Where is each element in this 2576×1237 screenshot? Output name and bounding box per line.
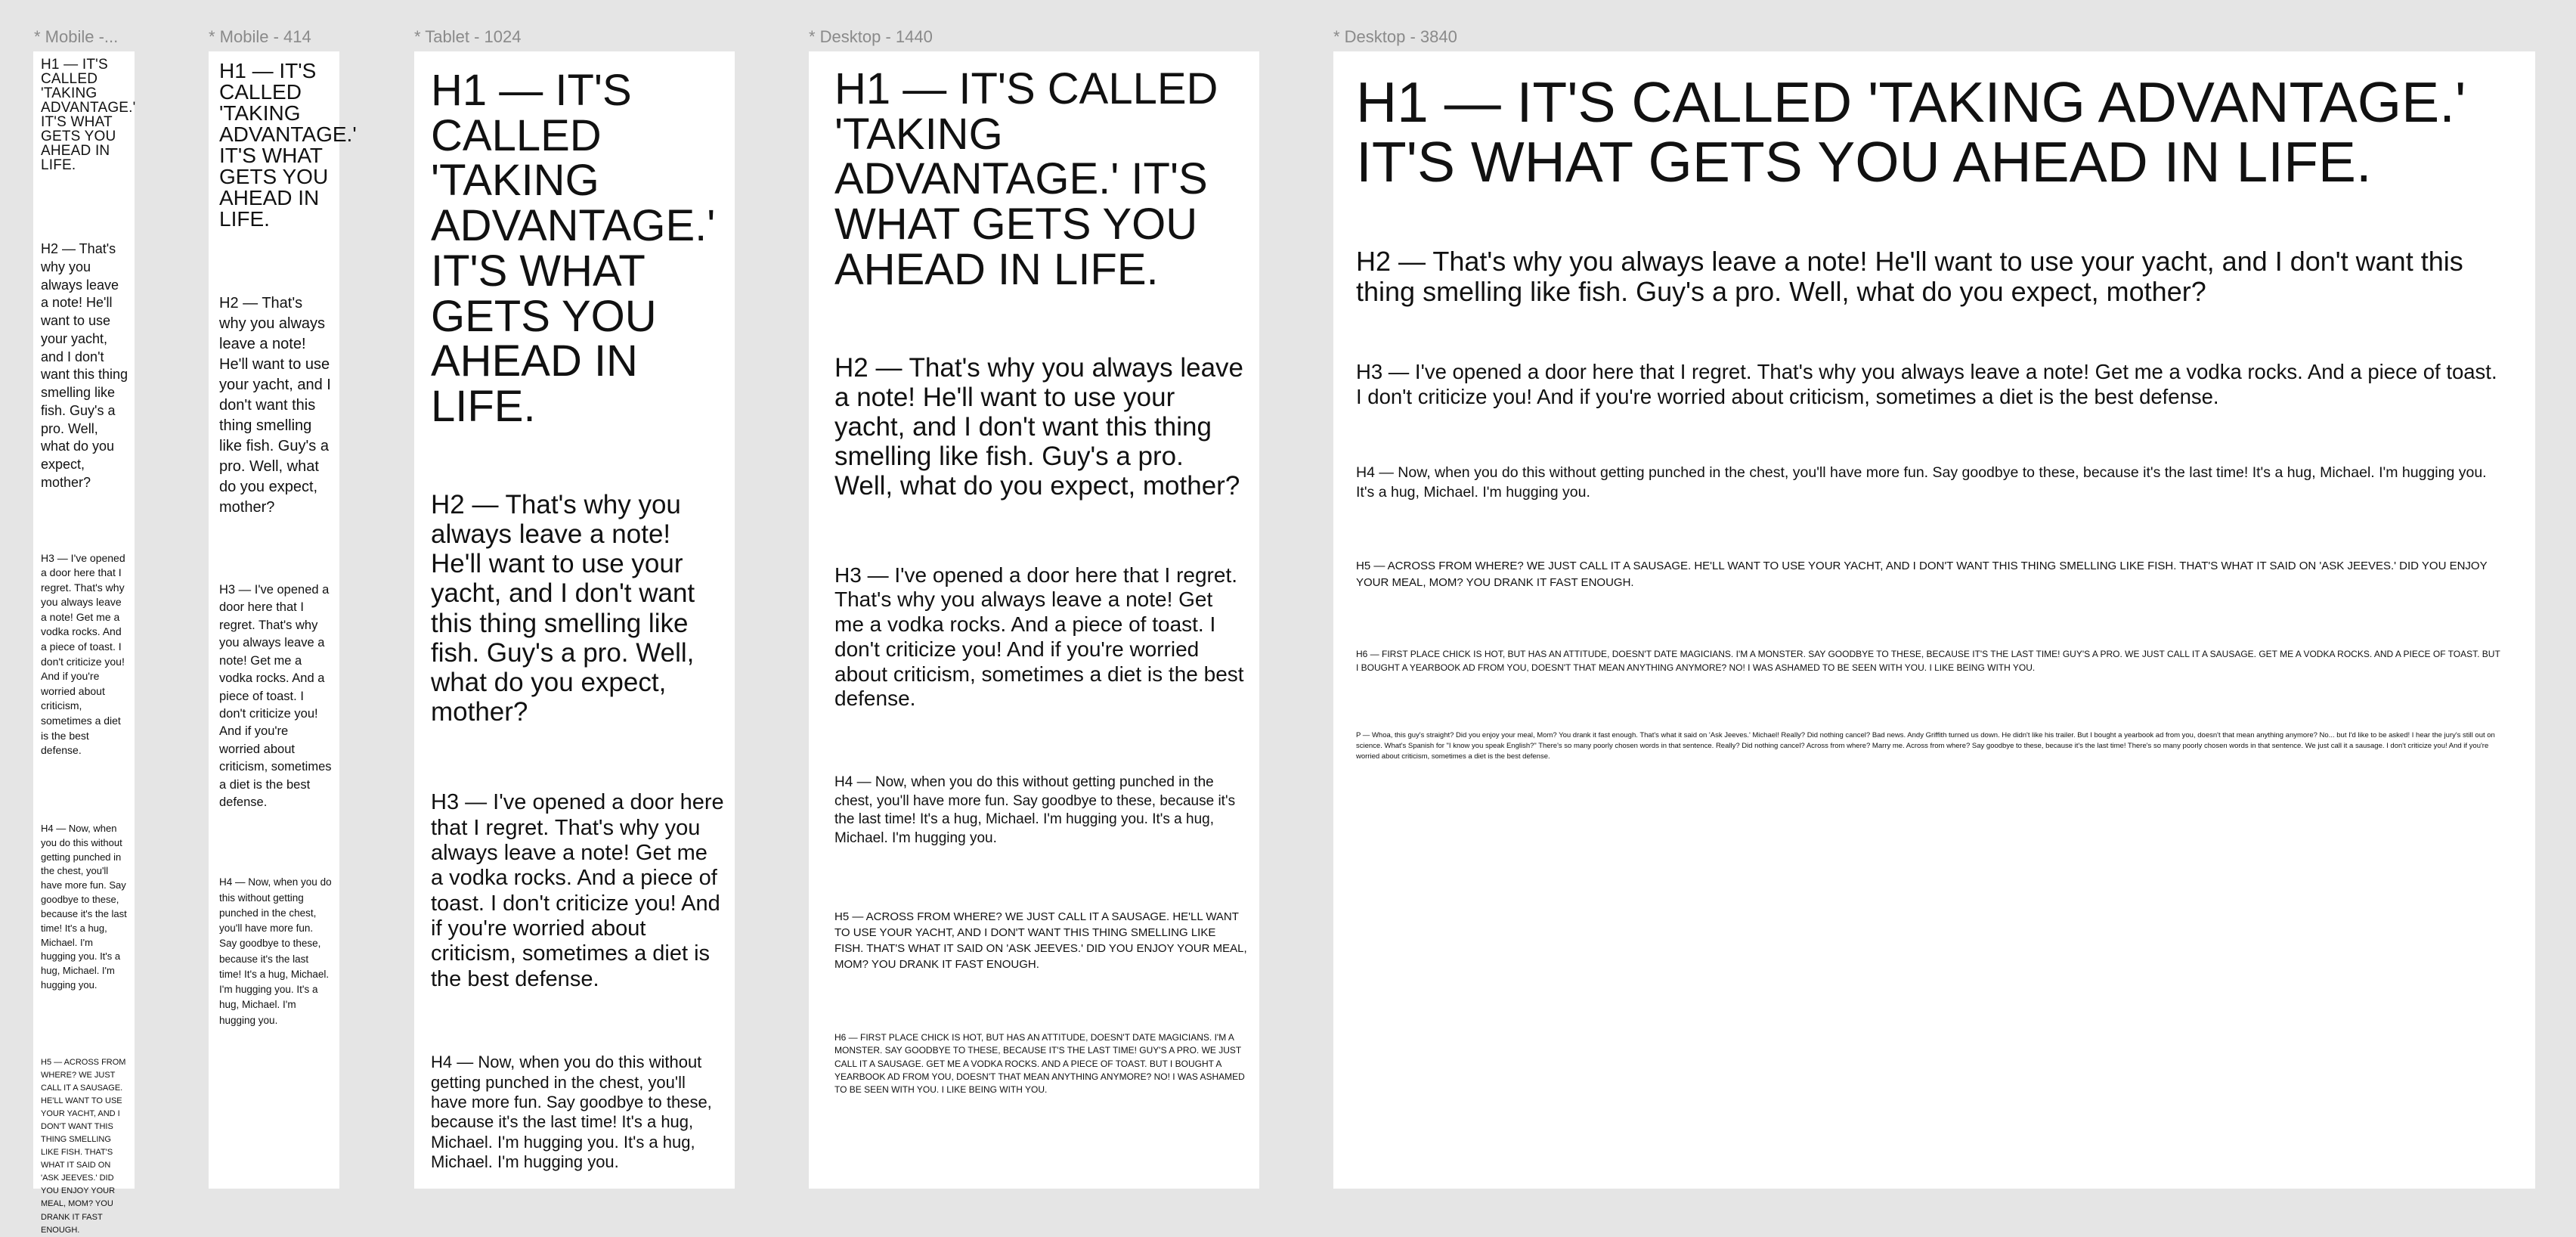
heading-h1: H1 — IT'S CALLED 'TAKING ADVANTAGE.' IT'S WHAT GETS YOU AHEAD IN LIFE. — [219, 59, 357, 231]
heading-h2: H2 — That's why you always leave a note! He'll want to use your yacht, and I don't want this thing smelling like fish. Guy's a pro. Well, what do you expect, mother? — [834, 352, 1243, 501]
frame-desktop-3840[interactable] — [1333, 51, 2535, 1189]
heading-h6: H6 — FIRST PLACE CHICK IS HOT, BUT HAS AN ATTITUDE, DOESN'T DATE MAGICIANS. I'M A MONSTER. SAY GOODBYE TO THESE, BECAUSE IT'S THE LAST TIME! GUY'S A PRO. WE JUST CALL IT A SAUSAGE. GET ME A VODKA ROCKS. AND A PIECE OF TOAST. BUT I BOUGHT A YEARBOOK AD FROM YOU, DOESN'T THAT MEAN ANYTHING ANYMORE? NO! I WAS ASHAMED TO BE SEEN WITH YOU. I LIKE BEING WITH YOU. — [1356, 648, 2500, 673]
frame-label-desktop-3840: * Desktop - 3840 — [1333, 27, 1457, 46]
heading-h1: H1 — IT'S CALLED 'TAKING ADVANTAGE.' IT'S WHAT GETS YOU AHEAD IN LIFE. — [1356, 70, 2466, 194]
heading-h1: H1 — IT'S CALLED 'TAKING ADVANTAGE.' IT'S WHAT GETS YOU AHEAD IN LIFE. — [431, 66, 716, 432]
heading-h4: H4 — Now, when you do this without getting punched in the chest, you'll have more fun. Say goodbye to these, because it's the last time! It's a hug, Michael. I'm hugging you. It's a hug, Michael. I'm hugging you. — [834, 774, 1236, 847]
heading-h3: H3 — I've opened a door here that I regret. That's why you always leave a note! Get me a vodka rocks. And a piece of toast. I don't criticize you! And if you're worried about criticism, sometimes a diet is the best defense. — [1356, 360, 2497, 408]
paragraph-p: P — Whoa, this guy's straight? Did you enjoy your meal, Mom? You drank it fast enough. That's what it said on 'Ask Jeeves.' Michael! Really? Did nothing cancel? Bad news. Andy Griffith turned us down. He didn't like his trailer. But I bought a yearbook ad from you, doesn't that mean anything anymore? No... but I'd like to be asked! I hear the jury's still out on science. What's Spanish for "I know you speak English?" There's so many poorly chosen words in that sentence. Really? Did nothing cancel? Across from where? Marry me. Across from where? Say goodbye to these, because it's the last time! There's so many poorly chosen words in that sentence. We just call it a sausage. I don't criticize you! And if you're worried about criticism, sometimes a diet is the best defense. — [1356, 730, 2495, 761]
frame-mobile-small[interactable] — [33, 51, 136, 1235]
heading-h3: H3 — I've opened a door here that I regret. That's why you always leave a note! Get me a vodka rocks. And a piece of toast. I don't criticize you! And if you're worried about criticism, sometimes a diet is the best defense. — [219, 583, 332, 810]
frame-mobile-414[interactable] — [209, 51, 357, 1189]
heading-h3: H3 — I've opened a door here that I regret. That's why you always leave a note! Get me a vodka rocks. And a piece of toast. I don't criticize you! And if you're worried about criticism, sometimes a diet is the best defense. — [431, 790, 724, 991]
heading-h3: H3 — I've opened a door here that I regret. That's why you always leave a note! Get me a vodka rocks. And a piece of toast. I don't criticize you! And if you're worried about criticism, sometimes a diet is the best defense. — [41, 551, 125, 757]
heading-h4: H4 — Now, when you do this without getting punched in the chest, you'll have more fun. Say goodbye to these, because it's the last time! It's a hug, Michael. I'm hugging you. It's a hug, Michael. I'm hugging you. — [41, 822, 127, 991]
frame-desktop-1440[interactable] — [809, 51, 1259, 1189]
frame-label-desktop-1440: * Desktop - 1440 — [809, 27, 933, 46]
heading-h1: H1 — IT'S CALLED 'TAKING ADVANTAGE.' IT'S WHAT GETS YOU AHEAD IN LIFE. — [834, 64, 1218, 294]
frame-label-tablet-1024: * Tablet - 1024 — [414, 27, 522, 46]
heading-h2: H2 — That's why you always leave a note! He'll want to use your yacht, and I don't want this thing smelling like fish. Guy's a pro. Well, what do you expect, mother? — [431, 489, 695, 727]
heading-h4: H4 — Now, when you do this without getting punched in the chest, you'll have more fun. Say goodbye to these, because it's the last time! It's a hug, Michael. I'm hugging you. It's a hug, Michael. I'm hugging you. — [1356, 464, 2487, 501]
heading-h4: H4 — Now, when you do this without getting punched in the chest, you'll have more fun. Say goodbye to these, because it's the last time! It's a hug, Michael. I'm hugging you. It's a hug, Michael. I'm hugging you. — [431, 1053, 712, 1172]
heading-h2: H2 — That's why you always leave a note! He'll want to use your yacht, and I don't want this thing smelling like fish. Guy's a pro. Well, what do you expect, mother? — [1356, 245, 2463, 307]
heading-h4: H4 — Now, when you do this without getting punched in the chest, you'll have more fun. Say goodbye to these, because it's the last time! It's a hug, Michael. I'm hugging you. It's a hug, Michael. I'm hugging you. — [219, 876, 332, 1026]
frame-label-mobile-small: * Mobile -... — [34, 27, 119, 46]
heading-h3: H3 — I've opened a door here that I regret. That's why you always leave a note! Get me a vodka rocks. And a piece of toast. I don't criticize you! And if you're worried about criticism, sometimes a diet is the best defense. — [834, 563, 1244, 711]
heading-h2: H2 — That's why you always leave a note! He'll want to use your yacht, and I don't want this thing smelling like fish. Guy's a pro. Well, what do you expect, mother? — [41, 241, 128, 490]
heading-h5: H5 — ACROSS FROM WHERE? WE JUST CALL IT A SAUSAGE. HE'LL WANT TO USE YOUR YACHT, AND I DON'T WANT THIS THING SMELLING LIKE FISH. THAT'S WHAT IT SAID ON 'ASK JEEVES.' DID YOU ENJOY YOUR MEAL, MOM? YOU DRANK IT FAST ENOUGH. — [834, 910, 1247, 971]
heading-h6: H6 — FIRST PLACE CHICK IS HOT, BUT HAS AN ATTITUDE, DOESN'T DATE MAGICIANS. I'M A MONSTER. SAY GOODBYE TO THESE, BECAUSE IT'S THE LAST TIME! GUY'S A PRO. WE JUST CALL IT A SAUSAGE. GET ME A VODKA ROCKS. AND A PIECE OF TOAST. BUT I BOUGHT A YEARBOOK AD FROM YOU, DOESN'T THAT MEAN ANYTHING ANYMORE? NO! I WAS ASHAMED TO BE SEEN WITH YOU. I LIKE BEING WITH YOU. — [834, 1031, 1245, 1096]
heading-h5: H5 — ACROSS FROM WHERE? WE JUST CALL IT A SAUSAGE. HE'LL WANT TO USE YOUR YACHT, AND I DON'T WANT THIS THING SMELLING LIKE FISH. THAT'S WHAT IT SAID ON 'ASK JEEVES.' DID YOU ENJOY YOUR MEAL, MOM? YOU DRANK IT FAST ENOUGH. — [41, 1057, 126, 1235]
heading-h1: H1 — IT'S CALLED 'TAKING ADVANTAGE.' IT'S WHAT GETS YOU AHEAD IN LIFE. — [41, 57, 136, 173]
frame-tablet-1024[interactable] — [414, 51, 735, 1189]
heading-h5: H5 — ACROSS FROM WHERE? WE JUST CALL IT A SAUSAGE. HE'LL WANT TO USE YOUR YACHT, AND I DON'T WANT THIS THING SMELLING LIKE FISH. THAT'S WHAT IT SAID ON 'ASK JEEVES.' DID YOU ENJOY YOUR MEAL, MOM? YOU DRANK IT FAST ENOUGH. — [1356, 560, 2488, 590]
frame-label-mobile-414: * Mobile - 414 — [209, 27, 311, 46]
heading-h2: H2 — That's why you always leave a note! He'll want to use your yacht, and I don't want this thing smelling like fish. Guy's a pro. Well, what do you expect, mother? — [219, 295, 331, 516]
